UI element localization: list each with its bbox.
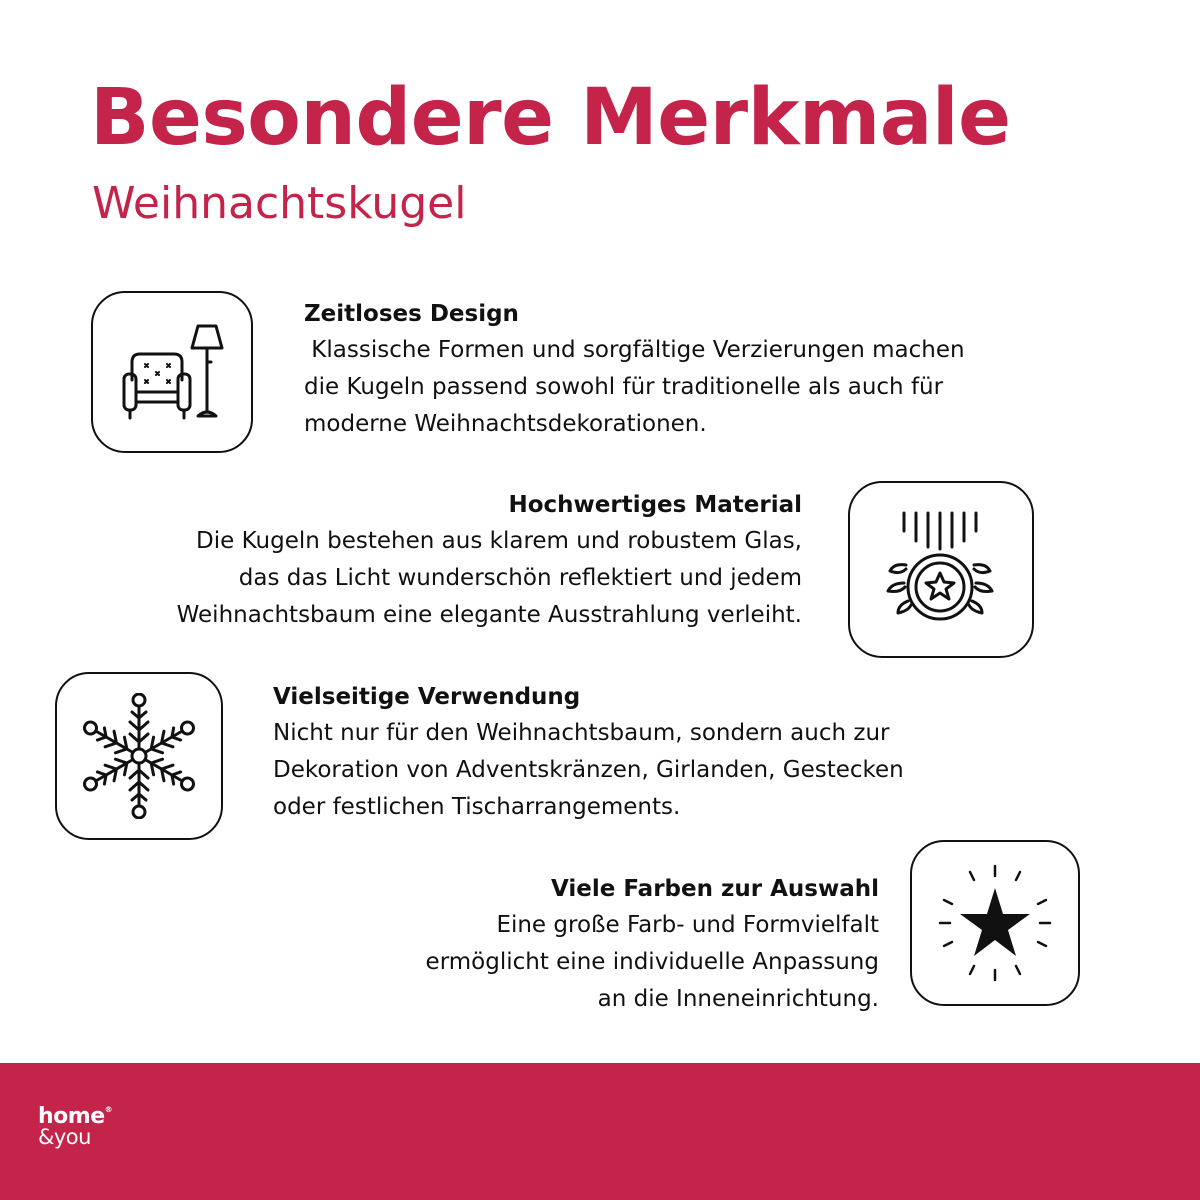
feature-text-line: Dekoration von Adventskränzen, Girlanden, Gestecken [273, 757, 904, 783]
feature-icon-box-usage [55, 672, 223, 840]
brand-logo [38, 1106, 112, 1148]
feature-colors [426, 871, 879, 1018]
feature-text-line: an die Inneneinrichtung. [597, 986, 879, 1012]
medal-star-icon [876, 505, 1006, 635]
snowflake-icon [76, 693, 202, 819]
feature-text-line: Die Kugeln bestehen aus klarem und robustem Glas, [196, 528, 802, 554]
feature-heading-colors: Viele Farben zur Auswahl [550, 876, 879, 902]
feature-material [177, 487, 802, 634]
feature-heading-design: Zeitloses Design [304, 301, 519, 327]
feature-text-line: Eine große Farb- und Formvielfalt [496, 912, 879, 938]
feature-text-line: die Kugeln passend sowohl für traditionelle als auch für [304, 374, 944, 400]
feature-text-line: Klassische Formen und sorgfältige Verzierungen machen [304, 337, 965, 363]
sparkling-star-icon [930, 858, 1060, 988]
feature-heading-material: Hochwertiges Material [508, 492, 802, 518]
feature-icon-box-design [91, 291, 253, 453]
feature-icon-box-material [848, 481, 1034, 658]
feature-text-line: Weihnachtsbaum eine elegante Ausstrahlung verleiht. [176, 602, 802, 628]
armchair-lamp-icon [112, 312, 232, 432]
feature-icon-box-colors [910, 840, 1080, 1006]
feature-text-line: ermöglicht eine individuelle Anpassung [425, 949, 879, 975]
logo-home-text: home [38, 1104, 105, 1129]
feature-text-line: Nicht nur für den Weihnachtsbaum, sondern auch zur [273, 720, 890, 746]
page-subtitle: Weihnachtskugel [92, 178, 467, 229]
feature-design [304, 296, 965, 443]
logo-registered-mark: ® [104, 1105, 113, 1114]
feature-heading-usage: Vielseitige Verwendung [273, 684, 581, 710]
page-title: Besondere Merkmale [90, 73, 1011, 163]
logo-you-text: &you [38, 1125, 91, 1149]
feature-text-line: das das Licht wunderschön reflektiert und jedem [238, 565, 802, 591]
feature-usage [273, 679, 904, 826]
footer-bar [0, 1063, 1200, 1200]
feature-text-line: moderne Weihnachtsdekorationen. [304, 411, 707, 437]
feature-text-line: oder festlichen Tischarrangements. [273, 794, 681, 820]
